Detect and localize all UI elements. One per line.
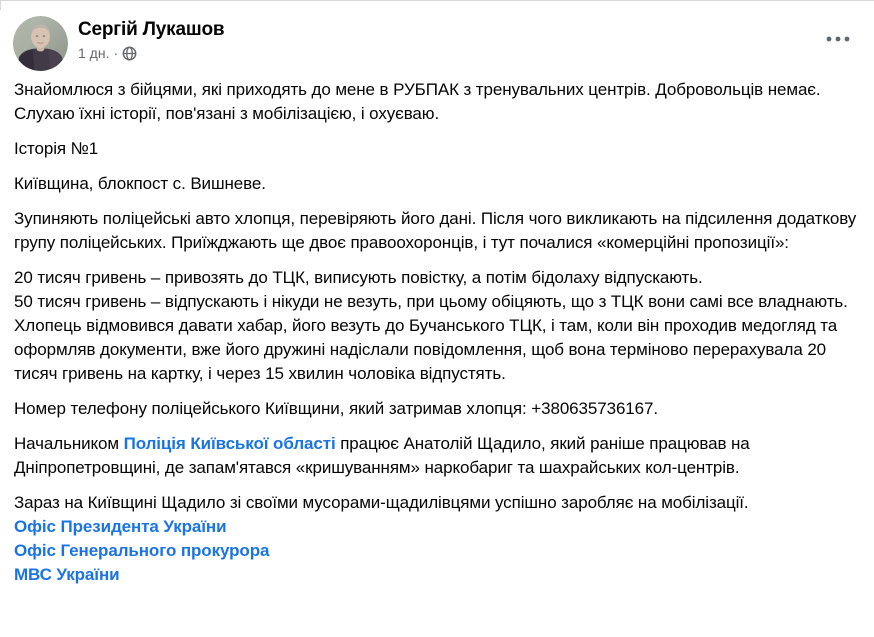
page-link[interactable]: Офіс Генерального прокурора	[14, 541, 270, 560]
globe-icon	[122, 46, 137, 61]
post-text	[0, 71, 874, 587]
meta-separator: ·	[113, 45, 119, 61]
post-paragraph	[14, 432, 858, 480]
timestamp[interactable]: 1 дн.	[78, 45, 110, 61]
post-paragraph	[14, 397, 858, 421]
post-paragraph	[14, 172, 858, 196]
text-segment: Київщина, блокпост с. Вишневе.	[14, 174, 266, 193]
text-segment: Зараз на Київщині Щадило зі своїми мусорами-щадилівцями успішно заробляє на мобілізації.	[14, 493, 749, 512]
header-text	[78, 16, 224, 62]
post-paragraph	[14, 78, 858, 126]
avatar[interactable]	[13, 16, 68, 71]
post-meta	[78, 44, 224, 62]
text-segment: Хлопець відмовився давати хабар, його везуть до Бучанського ТЦК, і там, коли він проходив медогляд та оформляв документи, вже його дружині надіслали повідомлення, щоб вона терміново перерахувала 20 тисяч гривень на картку, і через 15 хвилин чоловіка відпустять.	[14, 316, 838, 383]
avatar-photo	[13, 16, 68, 71]
text-segment: 50 тисяч гривень – відпускають і нікуди не везуть, при цьому обіцяють, що з ТЦК вони самі все владнають.	[14, 292, 848, 311]
post-header	[0, 1, 874, 71]
ellipsis-icon	[826, 36, 850, 42]
post-paragraph	[14, 137, 858, 161]
text-segment: Історія №1	[14, 139, 99, 158]
page-link[interactable]: МВС України	[14, 565, 120, 584]
text-segment: працює Анатолій Щадило, який раніше працював на Дніпропетровщині, де запам'ятався «кришуванням» наркобариг та шахрайських кол-центрів.	[14, 434, 750, 477]
text-segment: Знайомлюся з бійцями, які приходять до мене в РУБПАК з тренувальних центрів. Добровольців немає. Слухаю їхні історії, пов'язані з мобілізацією, і охуєваю.	[14, 80, 821, 123]
text-segment: 20 тисяч гривень – привозять до ТЦК, виписують повістку, а потім бідолаху відпускають.	[14, 268, 703, 287]
post-paragraph	[14, 266, 858, 386]
post-paragraph	[14, 491, 858, 587]
text-segment: Начальником	[14, 434, 124, 453]
page-link[interactable]: Офіс Президента України	[14, 517, 227, 536]
text-segment: Зупиняють поліцейські авто хлопця, перевіряють його дані. Після чого викликають на підсилення додаткову групу поліцейських. Приїжджають ще двоє правоохоронців, і тут почалися «комерційні пропозиції»:	[14, 209, 857, 252]
author-name[interactable]: Сергій Лукашов	[78, 19, 225, 40]
text-segment: Номер телефону поліцейського Київщини, який затримав хлопця: +380635736167.	[14, 399, 658, 418]
card-border-notch	[0, 1, 1, 10]
post-paragraph	[14, 207, 858, 255]
post-options-button[interactable]	[820, 27, 856, 51]
page-link[interactable]: Поліція Київської області	[123, 434, 336, 453]
